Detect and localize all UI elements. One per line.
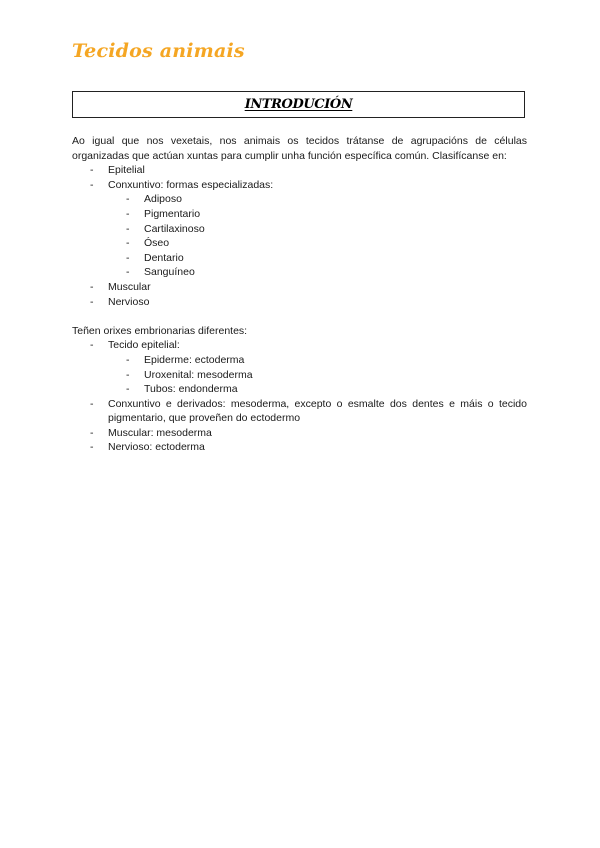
sublist-item: - Epiderme: ectoderma xyxy=(72,353,527,368)
list-item: - Tecido epitelial: - Epiderme: ectoderma - Uroxenital: mesoderma - Tubos: endonderma xyxy=(72,338,527,396)
sublist-item: - Adiposo xyxy=(72,192,527,207)
list-item: - Conxuntivo: formas especializadas: - Adiposo - Pigmentario - Cartilaxinoso - Óseo - Dentario - Sanguíneo xyxy=(72,178,527,280)
list-item: - Nervioso xyxy=(72,295,527,310)
classification-list xyxy=(72,163,527,309)
list-item: - Nervioso: ectoderma xyxy=(72,440,527,455)
sublist-item: - Pigmentario xyxy=(72,207,527,222)
document-title: Tecidos animais xyxy=(72,40,245,62)
origins-intro: Teñen orixes embrionarias diferentes: xyxy=(72,324,248,337)
document-body xyxy=(72,134,527,455)
sublist-item: - Cartilaxinoso xyxy=(72,222,527,237)
spacer xyxy=(72,309,527,324)
sublist-item: - Dentario xyxy=(72,251,527,266)
list-item: - Epitelial xyxy=(72,163,527,178)
sublist xyxy=(72,353,527,397)
origins-list xyxy=(72,338,527,455)
list-item: - Muscular: mesoderma xyxy=(72,426,527,441)
sublist-item: - Tubos: endonderma xyxy=(72,382,527,397)
sublist xyxy=(72,192,527,280)
list-item: - Muscular xyxy=(72,280,527,295)
list-item: - Conxuntivo e derivados: mesoderma, excepto o esmalte dos dentes e máis o tecido pigmentario, que proveñen do ectodermo xyxy=(72,397,527,426)
intro-paragraph: Ao igual que nos vexetais, nos animais os tecidos trátanse de agrupacións de células organizadas que actúan xuntas para cumplir unha función específica común. Clasifícanse en: xyxy=(72,135,527,162)
sublist-item: - Óseo xyxy=(72,236,527,251)
section-heading: INTRODUCIÓN xyxy=(244,97,353,112)
section-heading-box xyxy=(72,91,525,118)
sublist-item: - Sanguíneo xyxy=(72,265,527,280)
sublist-item: - Uroxenital: mesoderma xyxy=(72,368,527,383)
